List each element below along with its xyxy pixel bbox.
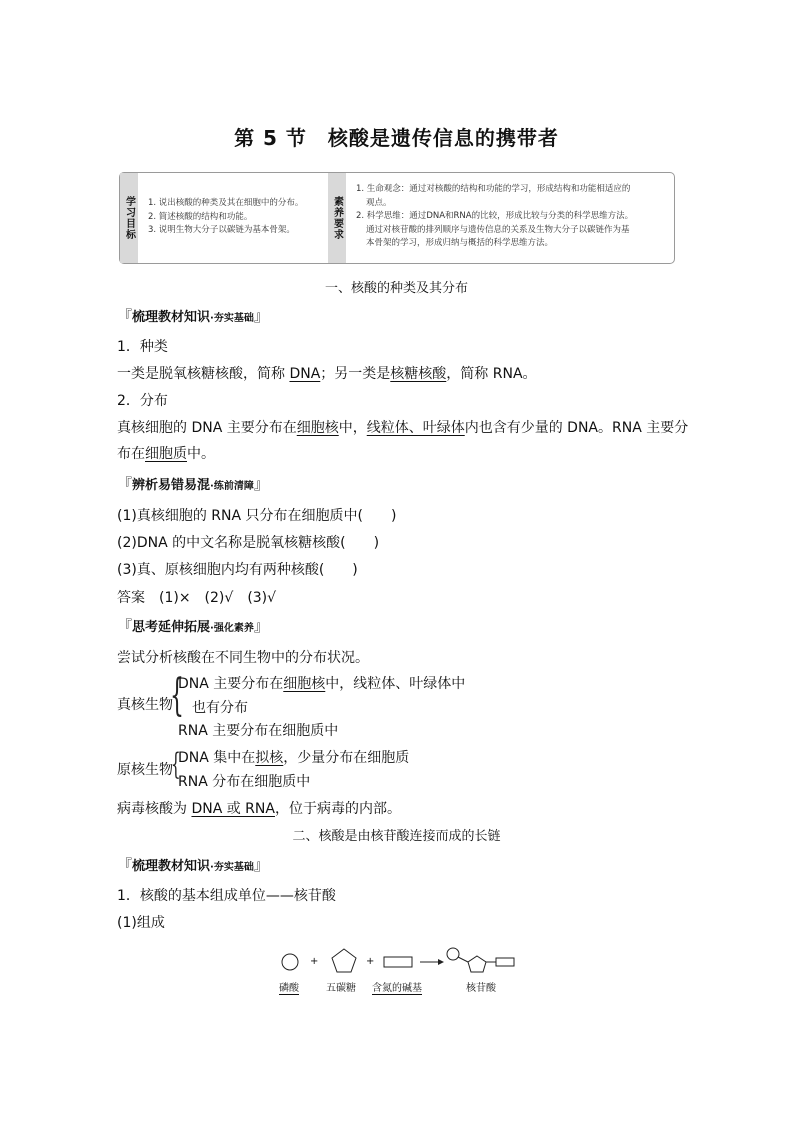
question-line: 尝试分析核酸在不同生物中的分布状况。 [117,650,369,666]
nucleotide-base-icon [496,958,514,966]
judge-item: (3)真、原核细胞内均有两种核酸( ) [117,562,358,578]
learn-item: 1. 说出核酸的种类及其在细胞中的分布。 [148,198,304,208]
section2-heading: 二、核酸是由核苷酸连接而成的长链 [292,829,501,844]
page-title: 第 5 节 核酸是遗传信息的携带者 [234,126,559,150]
nucleotide-sugar-icon [468,956,486,972]
kind-line: 一类是脱氧核糖核酸，简称 DNA；另一类是核糖核酸，简称 RNA。 [117,366,537,382]
literacy-item: 通过对核苷酸的排列顺序与遗传信息的关系及生物大分子以碳链作为基 [366,224,630,235]
phosphate-circle-icon [282,954,298,970]
answer-line: 答案 (1)× (2)√ (3)√ [117,590,277,606]
judge-item: (1)真核细胞的 RNA 只分布在细胞质中( ) [117,508,397,524]
dist-title: 2．分布 [117,393,168,409]
label-sugar: 五碳糖 [326,983,356,994]
learning-goals-list [148,197,303,238]
pentose-pentagon-icon [332,949,356,972]
label-base: 含氮的碱基 [372,983,422,994]
learning-goals-tag: 学习目标 [120,173,138,263]
section1-head3: 『思考延伸拓展·强化素养』 [117,617,269,635]
unit-title: 1．核酸的基本组成单位——核苷酸 [117,888,336,904]
dist-line1: 真核细胞的 DNA 主要分布在细胞核中，线粒体、叶绿体内也含有少量的 DNA。RNA 主要分 [117,420,689,436]
section1-head1: 『梳理教材知识·夯实基础』 [117,307,269,325]
literacy-tag: 素养要求 [328,173,346,263]
euk-line1: DNA 主要分布在细胞核中，线粒体、叶绿体中 [178,676,466,692]
judge-item: (2)DNA 的中文名称是脱氧核糖核酸( ) [117,535,380,551]
kind-title: 1．种类 [117,339,168,355]
section1-head2: 『辨析易错易混·练前清障』 [117,475,269,493]
label-phosphate: 磷酸 [279,983,299,994]
literacy-list [356,183,633,251]
plus-sign: + [310,956,319,967]
nucleotide-phosphate-icon [447,948,459,960]
composition-label: (1)组成 [117,915,165,931]
plus-sign: + [366,956,375,967]
pro-line2: RNA 分布在细胞质中 [178,774,311,790]
euk-line3: RNA 主要分布在细胞质中 [178,723,339,739]
label-nucleotide: 核苷酸 [466,983,496,994]
learn-item: 3. 说明生物大分子以碳链为基本骨架。 [148,225,295,235]
nucleotide-diagram [270,942,530,982]
pro-line1: DNA 集中在拟核，少量分布在细胞质 [178,750,410,766]
learning-goals-box [119,172,675,264]
eukaryote-label: 真核生物 [117,697,173,713]
virus-line: 病毒核酸为 DNA 或 RNA，位于病毒的内部。 [117,801,401,817]
arrow-head-icon [438,959,444,965]
section2-head1: 『梳理教材知识·夯实基础』 [117,856,269,874]
base-rect-icon [384,957,412,967]
literacy-item: 观点。 [366,197,392,208]
head-main: 梳理教材知识 [132,310,211,325]
brace-icon: { [170,670,184,721]
learn-item: 2. 简述核酸的结构和功能。 [148,211,253,222]
literacy-item: 2. 科学思维：通过DNA和RNA的比较，形成比较与分类的科学思维方法。 [356,211,634,221]
euk-line2: 也有分布 [192,700,248,716]
literacy-item: 1. 生命观念：通过对核酸的结构和功能的学习，形成结构和功能相适应的 [356,184,631,194]
prokaryote-label: 原核生物 [117,762,173,778]
brace-icon: { [171,747,181,782]
head-sub: ·夯实基础 [210,313,254,324]
literacy-item: 本骨架的学习，形成归纳与概括的科学思维方法。 [366,238,554,248]
dist-line2: 布在细胞质中。 [117,446,215,462]
section1-heading: 一、核酸的种类及其分布 [324,281,468,296]
